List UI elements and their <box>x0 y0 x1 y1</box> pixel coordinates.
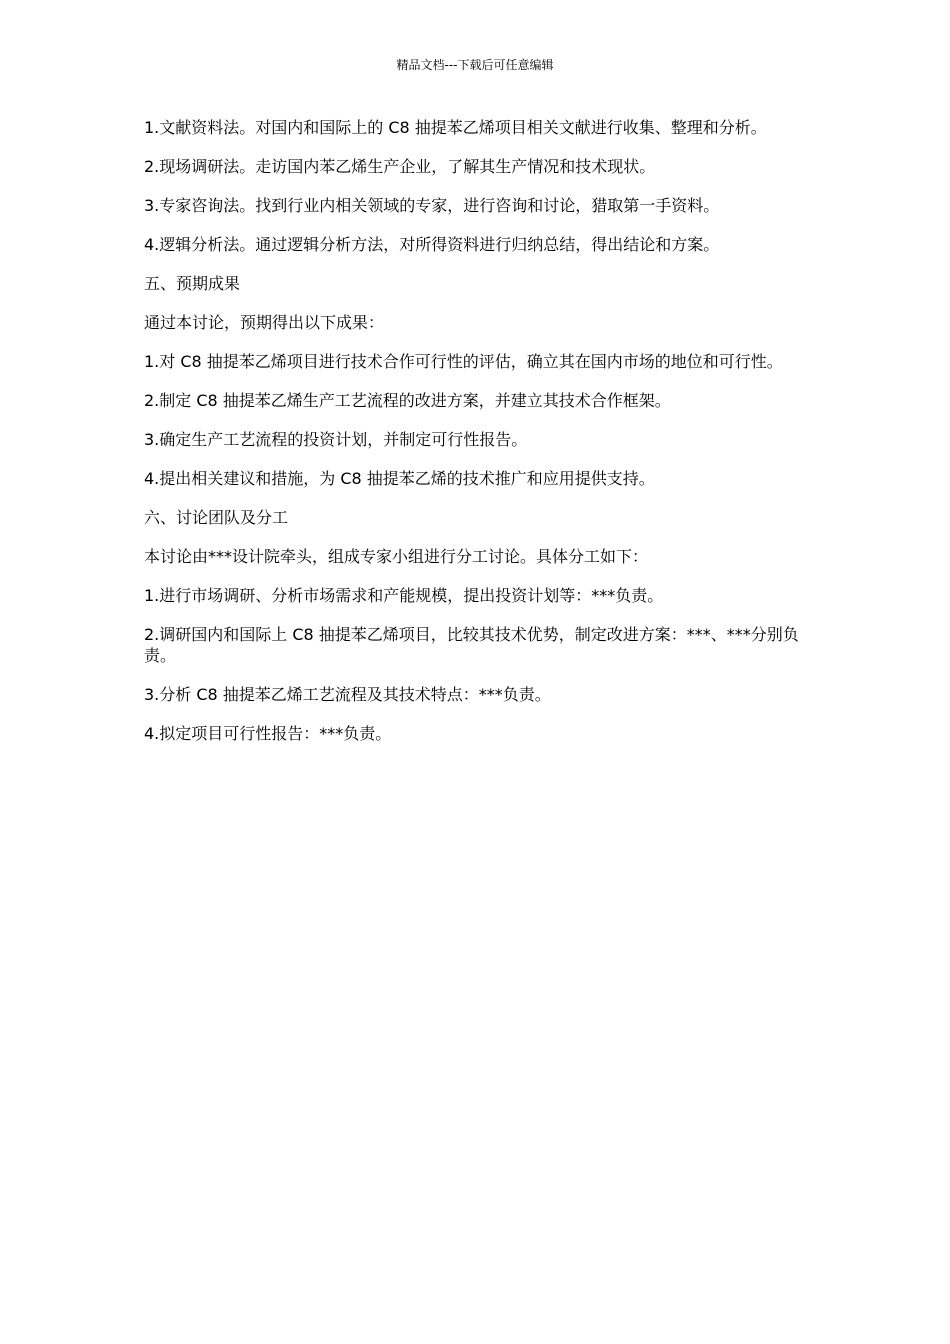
section-heading-team: 六、讨论团队及分工 <box>144 508 289 527</box>
method-field-research: 2.现场调研法。走访国内苯乙烯生产企业，了解其生产情况和技术现状。 <box>144 157 656 176</box>
result-item-2: 2.制定 C8 抽提苯乙烯生产工艺流程的改进方案，并建立其技术合作框架。 <box>144 391 671 410</box>
page-header: 精品文档---下载后可任意编辑 <box>396 58 554 72</box>
method-literature: 1.文献资料法。对国内和国际上的 C8 抽提苯乙烯项目相关文献进行收集、整理和分析。 <box>144 118 767 137</box>
team-task-2: 2.调研国内和国际上 C8 抽提苯乙烯项目，比较其技术优势，制定改进方案：***、***分别负责。 <box>144 625 799 665</box>
team-intro: 本讨论由***设计院牵头，组成专家小组进行分工讨论。具体分工如下： <box>144 547 649 566</box>
result-item-3: 3.确定生产工艺流程的投资计划，并制定可行性报告。 <box>144 430 528 449</box>
result-item-1: 1.对 C8 抽提苯乙烯项目进行技术合作可行性的评估，确立其在国内市场的地位和可行性。 <box>144 352 783 371</box>
expected-results-intro: 通过本讨论，预期得出以下成果： <box>144 313 385 332</box>
result-item-4: 4.提出相关建议和措施，为 C8 抽提苯乙烯的技术推广和应用提供支持。 <box>144 469 655 488</box>
method-logic-analysis: 4.逻辑分析法。通过逻辑分析方法，对所得资料进行归纳总结，得出结论和方案。 <box>144 235 720 254</box>
section-heading-expected-results: 五、预期成果 <box>144 274 241 293</box>
team-task-1: 1.进行市场调研、分析市场需求和产能规模，提出投资计划等：***负责。 <box>144 586 664 605</box>
team-task-4: 4.拟定项目可行性报告：***负责。 <box>144 724 392 743</box>
method-expert-consult: 3.专家咨询法。找到行业内相关领域的专家，进行咨询和讨论，猎取第一手资料。 <box>144 196 720 215</box>
document-body <box>144 117 816 762</box>
team-task-3: 3.分析 C8 抽提苯乙烯工艺流程及其技术特点：***负责。 <box>144 685 551 704</box>
